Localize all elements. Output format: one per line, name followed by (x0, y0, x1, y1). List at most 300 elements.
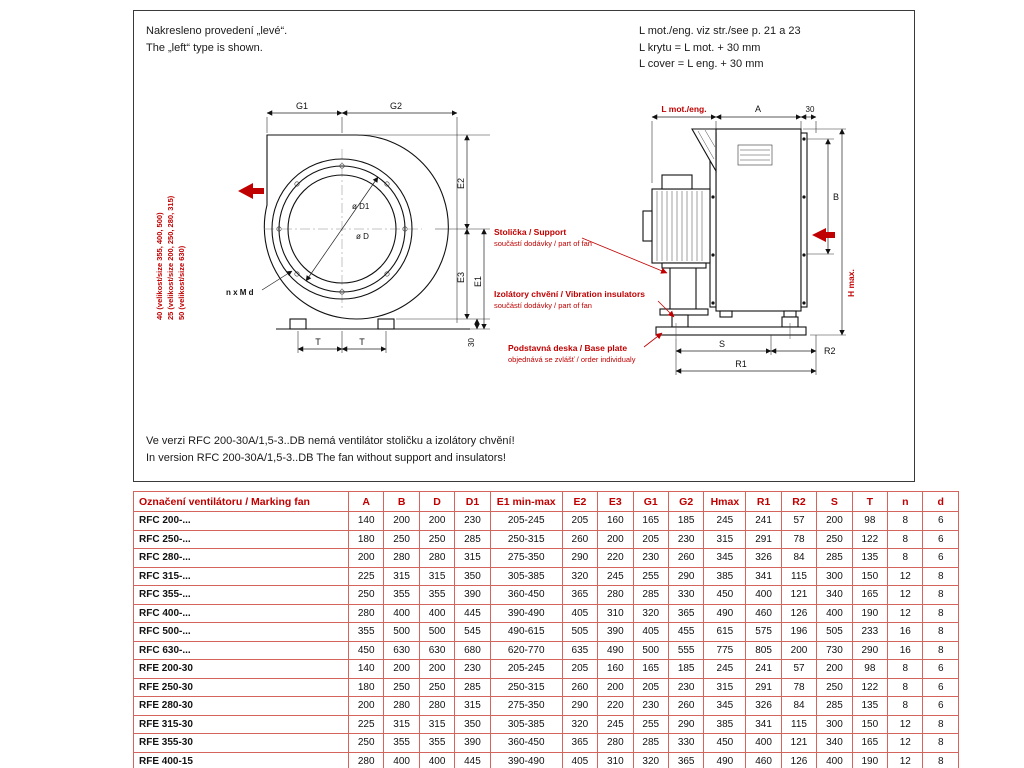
column-header: d (923, 492, 959, 512)
dimension-cell: 12 (888, 734, 923, 753)
vibration-insulator (672, 315, 688, 327)
dimension-cell: 280 (384, 549, 419, 568)
drawn-type-note (146, 23, 287, 56)
column-header: Označení ventilátoru / Marking fan (134, 492, 349, 512)
dimension-cell: 310 (598, 604, 633, 623)
dimension-cell: 165 (852, 734, 887, 753)
dimension-cell: 245 (598, 567, 633, 586)
dimension-cell: 320 (633, 604, 668, 623)
dimension-cell: 8 (923, 734, 959, 753)
dim-label-g2: G2 (389, 101, 403, 111)
dimension-cell: 160 (598, 512, 633, 531)
dimension-cell: 365 (562, 734, 597, 753)
motor-end-cap (643, 211, 652, 241)
dimension-cell: 180 (349, 530, 384, 549)
dimension-cell: 320 (562, 567, 597, 586)
dimension-cell: 355 (419, 734, 454, 753)
column-header: Hmax (704, 492, 746, 512)
motor-length-note (639, 23, 801, 73)
label-bolt-spec: n x M d (226, 288, 254, 297)
dimension-cell: 280 (384, 697, 419, 716)
fan-marking-cell: RFE 355-30 (134, 734, 349, 753)
dimension-cell: 250-315 (490, 678, 562, 697)
fan-marking-cell: RFE 280-30 (134, 697, 349, 716)
column-header: E1 min-max (490, 492, 562, 512)
dim-label-e1: E1 (473, 275, 483, 287)
table-row (134, 752, 959, 768)
dim-label-r1: R1 (735, 359, 747, 369)
callout-baseplate-leader (644, 333, 662, 347)
dimension-cell: 121 (781, 586, 816, 605)
dimension-cell: 57 (781, 512, 816, 531)
dimension-cell: 575 (746, 623, 781, 642)
motor-terminal-box (662, 175, 692, 189)
dimension-cell: 620-770 (490, 641, 562, 660)
column-header: S (817, 492, 852, 512)
dimension-cell: 165 (633, 512, 668, 531)
dimension-cell: 6 (923, 512, 959, 531)
dimension-cell: 450 (349, 641, 384, 660)
dimension-cell: 280 (349, 752, 384, 768)
dimension-cell: 250-315 (490, 530, 562, 549)
dimension-cell: 450 (704, 586, 746, 605)
dimension-cell: 285 (455, 530, 490, 549)
dimension-cell: 6 (923, 549, 959, 568)
table-row (134, 549, 959, 568)
dimension-cell: 8 (888, 549, 923, 568)
dimension-cell: 390 (455, 734, 490, 753)
dimension-cell: 225 (349, 567, 384, 586)
dimension-cell: 140 (349, 512, 384, 531)
dimension-cell: 16 (888, 623, 923, 642)
dimension-cell: 190 (852, 604, 887, 623)
table-row (134, 512, 959, 531)
dimension-cell: 57 (781, 660, 816, 679)
dimension-cell: 315 (455, 549, 490, 568)
dimension-cell: 341 (746, 715, 781, 734)
dimension-cell: 84 (781, 697, 816, 716)
dimension-cell: 630 (384, 641, 419, 660)
dim-label-r2: R2 (824, 346, 836, 356)
dimension-cell: 280 (419, 549, 454, 568)
dimension-cell: 122 (852, 678, 887, 697)
dimension-cell: 135 (852, 549, 887, 568)
dimensions-table-wrap (133, 491, 959, 768)
dimension-cell: 121 (781, 734, 816, 753)
dimension-cell: 230 (633, 697, 668, 716)
dim-label-30: 30 (805, 105, 815, 114)
housing-foot (784, 311, 796, 317)
callout-insulators-title: Izolátory chvění / Vibration insulators (494, 289, 645, 299)
label-d: ø D (356, 232, 369, 241)
dimension-cell: 190 (852, 752, 887, 768)
flange-bolt (802, 301, 805, 304)
dimension-cell: 98 (852, 512, 887, 531)
table-row (134, 678, 959, 697)
dimension-cell: 310 (598, 752, 633, 768)
drawn-type-note-en: The „left“ type is shown. (146, 41, 263, 54)
dimension-cell: 6 (923, 660, 959, 679)
dimension-cell: 275-350 (490, 549, 562, 568)
flange-bolt (711, 195, 714, 198)
dimension-cell: 355 (384, 734, 419, 753)
dimension-cell: 255 (633, 567, 668, 586)
dimension-cell: 250 (419, 678, 454, 697)
dimension-cell: 200 (384, 512, 419, 531)
flange-bolt (711, 253, 714, 256)
dimension-cell: 200 (349, 549, 384, 568)
fan-marking-cell: RFC 500-... (134, 623, 349, 642)
callout-insulators-sub: součástí dodávky / part of fan (494, 301, 592, 310)
dimension-cell: 275-350 (490, 697, 562, 716)
dimension-cell: 233 (852, 623, 887, 642)
dimension-cell: 150 (852, 567, 887, 586)
dimension-cell: 150 (852, 715, 887, 734)
dimension-cell: 405 (562, 604, 597, 623)
dimension-cell: 280 (419, 697, 454, 716)
dimension-cell: 115 (781, 567, 816, 586)
dimension-cell: 98 (852, 660, 887, 679)
table-row (134, 715, 959, 734)
dimension-cell: 200 (598, 678, 633, 697)
dimension-cell: 205 (562, 512, 597, 531)
table-row (134, 604, 959, 623)
table-row (134, 623, 959, 642)
dimension-cell: 490 (598, 641, 633, 660)
dimension-cell: 6 (923, 678, 959, 697)
cover-length-en: L cover = L eng. + 30 mm (639, 58, 764, 70)
dimension-cell: 230 (668, 530, 703, 549)
dimension-cell: 805 (746, 641, 781, 660)
column-header: R1 (746, 492, 781, 512)
dim-label-lmot: L mot./eng. (661, 104, 707, 114)
dimension-cell: 196 (781, 623, 816, 642)
dimension-cell: 291 (746, 530, 781, 549)
dimension-cell: 245 (598, 715, 633, 734)
foot-size-note-50: 50 (velikost/size 630) (177, 245, 186, 320)
dimension-cell: 320 (562, 715, 597, 734)
fan-marking-cell: RFE 200-30 (134, 660, 349, 679)
dimension-cell: 340 (817, 586, 852, 605)
dimension-cell: 490-615 (490, 623, 562, 642)
fan-housing (716, 129, 801, 311)
dimension-cell: 345 (704, 697, 746, 716)
dimension-cell: 185 (668, 660, 703, 679)
dimension-cell: 250 (349, 734, 384, 753)
dimension-cell: 135 (852, 697, 887, 716)
dimension-cell: 185 (668, 512, 703, 531)
dimension-cell: 290 (562, 549, 597, 568)
dimension-cell: 365 (668, 604, 703, 623)
drawing-panel (133, 10, 915, 482)
dimension-cell: 300 (817, 715, 852, 734)
dimension-cell: 200 (781, 641, 816, 660)
dimension-cell: 250 (817, 530, 852, 549)
dim-label-s: S (718, 339, 726, 349)
callout-support-title: Stolička / Support (494, 227, 567, 237)
left-view-wrap (140, 87, 510, 404)
dimension-cell: 8 (923, 623, 959, 642)
dim-label-30: 30 (467, 338, 476, 347)
column-header: D (419, 492, 454, 512)
dimensions-table (133, 491, 959, 768)
flange-bolt (802, 137, 805, 140)
dimension-cell: 365 (668, 752, 703, 768)
dimension-cell: 450 (704, 734, 746, 753)
dimension-cell: 8 (888, 660, 923, 679)
dimension-cell: 225 (349, 715, 384, 734)
dimension-cell: 400 (419, 752, 454, 768)
dimension-cell: 630 (419, 641, 454, 660)
dimension-cell: 315 (704, 678, 746, 697)
column-header: D1 (455, 492, 490, 512)
dimension-cell: 122 (852, 530, 887, 549)
dimension-cell: 355 (349, 623, 384, 642)
dimension-cell: 16 (888, 641, 923, 660)
dimension-cell: 460 (746, 604, 781, 623)
dimension-cell: 250 (817, 678, 852, 697)
dimension-cell: 255 (633, 715, 668, 734)
dimension-cell: 555 (668, 641, 703, 660)
column-header: G1 (633, 492, 668, 512)
dimension-cell: 8 (888, 530, 923, 549)
dimension-cell: 8 (923, 567, 959, 586)
dimension-cell: 315 (419, 567, 454, 586)
dimension-cell: 220 (598, 549, 633, 568)
dimension-cell: 78 (781, 530, 816, 549)
dimension-cell: 775 (704, 641, 746, 660)
right-view-drawing (486, 87, 906, 407)
dimension-cell: 341 (746, 567, 781, 586)
dimension-cell: 400 (817, 752, 852, 768)
column-header: E2 (562, 492, 597, 512)
dimension-cell: 400 (419, 604, 454, 623)
dimension-cell: 8 (923, 715, 959, 734)
label-d1: ø D1 (352, 202, 370, 211)
dimension-cell: 126 (781, 752, 816, 768)
dimension-cell: 360-450 (490, 734, 562, 753)
column-header: A (349, 492, 384, 512)
dimension-cell: 200 (419, 660, 454, 679)
dimension-cell: 200 (419, 512, 454, 531)
dimension-cell: 365 (562, 586, 597, 605)
dimension-cell: 400 (384, 752, 419, 768)
dim-label-g1: G1 (295, 101, 309, 111)
dimension-cell: 230 (455, 660, 490, 679)
dimension-cell: 360-450 (490, 586, 562, 605)
motor-body (652, 189, 710, 263)
fan-marking-cell: RFC 280-... (134, 549, 349, 568)
dimension-cell: 8 (923, 752, 959, 768)
dimension-cell: 405 (633, 623, 668, 642)
dimension-cell: 285 (633, 734, 668, 753)
column-header: T (852, 492, 887, 512)
version-note (146, 433, 515, 466)
dimension-cell: 315 (384, 715, 419, 734)
dimension-cell: 8 (888, 697, 923, 716)
dimension-cell: 340 (817, 734, 852, 753)
dimension-cell: 250 (384, 678, 419, 697)
dimension-cell: 460 (746, 752, 781, 768)
dim-label-e2: E2 (456, 177, 466, 189)
dimension-cell: 126 (781, 604, 816, 623)
dimension-cell: 200 (817, 512, 852, 531)
cover-length-cz: L krytu = L mot. + 30 mm (639, 41, 761, 54)
dimension-cell: 8 (923, 641, 959, 660)
dimension-cell: 290 (668, 715, 703, 734)
fan-marking-cell: RFC 355-... (134, 586, 349, 605)
dimension-cell: 8 (888, 512, 923, 531)
fan-marking-cell: RFC 315-... (134, 567, 349, 586)
dim-label-hmax: H max. (846, 269, 856, 297)
dimension-cell: 78 (781, 678, 816, 697)
dimension-cell: 250 (419, 530, 454, 549)
dimension-cell: 490 (704, 604, 746, 623)
dimension-cell: 230 (633, 549, 668, 568)
column-header: B (384, 492, 419, 512)
right-view-wrap (486, 87, 906, 412)
dimension-cell: 250 (384, 530, 419, 549)
dimension-cell: 445 (455, 604, 490, 623)
dimension-cell: 400 (746, 734, 781, 753)
dimension-cell: 6 (923, 530, 959, 549)
fan-marking-cell: RFE 400-15 (134, 752, 349, 768)
version-note-en: In version RFC 200-30A/1,5-3..DB The fan without support and insulators! (146, 451, 506, 464)
dimension-cell: 205-245 (490, 660, 562, 679)
dim-label-a: A (754, 104, 762, 114)
dimension-cell: 545 (455, 623, 490, 642)
dimension-cell: 84 (781, 549, 816, 568)
dimension-cell: 290 (668, 567, 703, 586)
dimension-cell: 285 (633, 586, 668, 605)
dimension-cell: 115 (781, 715, 816, 734)
fan-foot (378, 319, 394, 329)
dimension-cell: 500 (384, 623, 419, 642)
dimension-cell: 320 (633, 752, 668, 768)
fan-foot (290, 319, 306, 329)
dim-label-t1: T (315, 337, 321, 347)
dimension-cell: 615 (704, 623, 746, 642)
dimension-cell: 12 (888, 752, 923, 768)
table-header-row (134, 492, 959, 512)
dimension-cell: 390-490 (490, 752, 562, 768)
dimension-cell: 291 (746, 678, 781, 697)
flange-bolt (802, 195, 805, 198)
dimension-cell: 355 (384, 586, 419, 605)
dimension-cell: 220 (598, 697, 633, 716)
column-header: n (888, 492, 923, 512)
left-view-drawing (140, 87, 510, 399)
dimension-cell: 400 (746, 586, 781, 605)
dimension-cell: 200 (384, 660, 419, 679)
column-header: G2 (668, 492, 703, 512)
dimension-cell: 445 (455, 752, 490, 768)
dimension-cell: 315 (704, 530, 746, 549)
dimension-cell: 12 (888, 715, 923, 734)
dimension-cell: 285 (817, 549, 852, 568)
dimension-cell: 12 (888, 586, 923, 605)
dimension-cell: 8 (923, 586, 959, 605)
dimension-cell: 345 (704, 549, 746, 568)
dimension-cell: 385 (704, 715, 746, 734)
dimension-cell: 305-385 (490, 567, 562, 586)
callout-baseplate-title: Podstavná deska / Base plate (508, 343, 628, 353)
dimension-cell: 280 (598, 734, 633, 753)
dimension-cell: 330 (668, 586, 703, 605)
dimension-cell: 6 (923, 697, 959, 716)
dimension-cell: 315 (455, 697, 490, 716)
dimension-cell: 285 (455, 678, 490, 697)
dimension-cell: 260 (562, 530, 597, 549)
dimension-cell: 241 (746, 512, 781, 531)
dimension-cell: 330 (668, 734, 703, 753)
housing-foot (720, 311, 732, 317)
dimension-cell: 290 (852, 641, 887, 660)
dimension-cell: 8 (888, 678, 923, 697)
foot-size-note-25: 25 (velikost/size 200, 250, 280, 315) (166, 195, 175, 320)
dimension-cell: 505 (562, 623, 597, 642)
dimension-cell: 326 (746, 549, 781, 568)
flange-bolt (802, 253, 805, 256)
motor-length-ref: L mot./eng. viz str./see p. 21 a 23 (639, 25, 801, 37)
callout-baseplate-sub: objednává se zvlášť / order individualy (508, 355, 636, 364)
dimension-cell: 260 (668, 697, 703, 716)
fan-marking-cell: RFE 250-30 (134, 678, 349, 697)
table-row (134, 567, 959, 586)
fan-scroll-outline (264, 135, 448, 319)
table-row (134, 734, 959, 753)
dimension-cell: 205 (562, 660, 597, 679)
dim-label-b: B (833, 192, 840, 202)
dimension-cell: 385 (704, 567, 746, 586)
column-header: R2 (781, 492, 816, 512)
dimension-cell: 285 (817, 697, 852, 716)
dimension-cell: 280 (598, 586, 633, 605)
dimension-cell: 205 (633, 530, 668, 549)
table-row (134, 697, 959, 716)
fan-marking-cell: RFC 200-... (134, 512, 349, 531)
table-row (134, 530, 959, 549)
inlet-corner (692, 129, 716, 171)
dimension-cell: 405 (562, 752, 597, 768)
dimension-cell: 326 (746, 697, 781, 716)
dimension-cell: 12 (888, 567, 923, 586)
callout-support-sub: součástí dodávky / part of fan (494, 239, 592, 248)
dimension-cell: 140 (349, 660, 384, 679)
base-plate (656, 327, 806, 335)
dimension-cell: 230 (455, 512, 490, 531)
fan-marking-cell: RFC 250-... (134, 530, 349, 549)
foot-size-note-40: 40 (velikost/size 355, 400, 500) (155, 212, 164, 320)
dimension-cell: 390 (598, 623, 633, 642)
dimension-cell: 400 (817, 604, 852, 623)
dimension-cell: 290 (562, 697, 597, 716)
fan-marking-cell: RFC 630-... (134, 641, 349, 660)
dim-label-t2: T (359, 337, 365, 347)
dimension-cell: 350 (455, 567, 490, 586)
dimension-cell: 305-385 (490, 715, 562, 734)
dimension-cell: 260 (668, 549, 703, 568)
dimension-cell: 260 (562, 678, 597, 697)
dimension-cell: 200 (349, 697, 384, 716)
dimension-cell: 730 (817, 641, 852, 660)
dimension-cell: 680 (455, 641, 490, 660)
fan-marking-cell: RFE 315-30 (134, 715, 349, 734)
table-row (134, 641, 959, 660)
dimension-cell: 205-245 (490, 512, 562, 531)
dimension-cell: 12 (888, 604, 923, 623)
dimension-cell: 505 (817, 623, 852, 642)
